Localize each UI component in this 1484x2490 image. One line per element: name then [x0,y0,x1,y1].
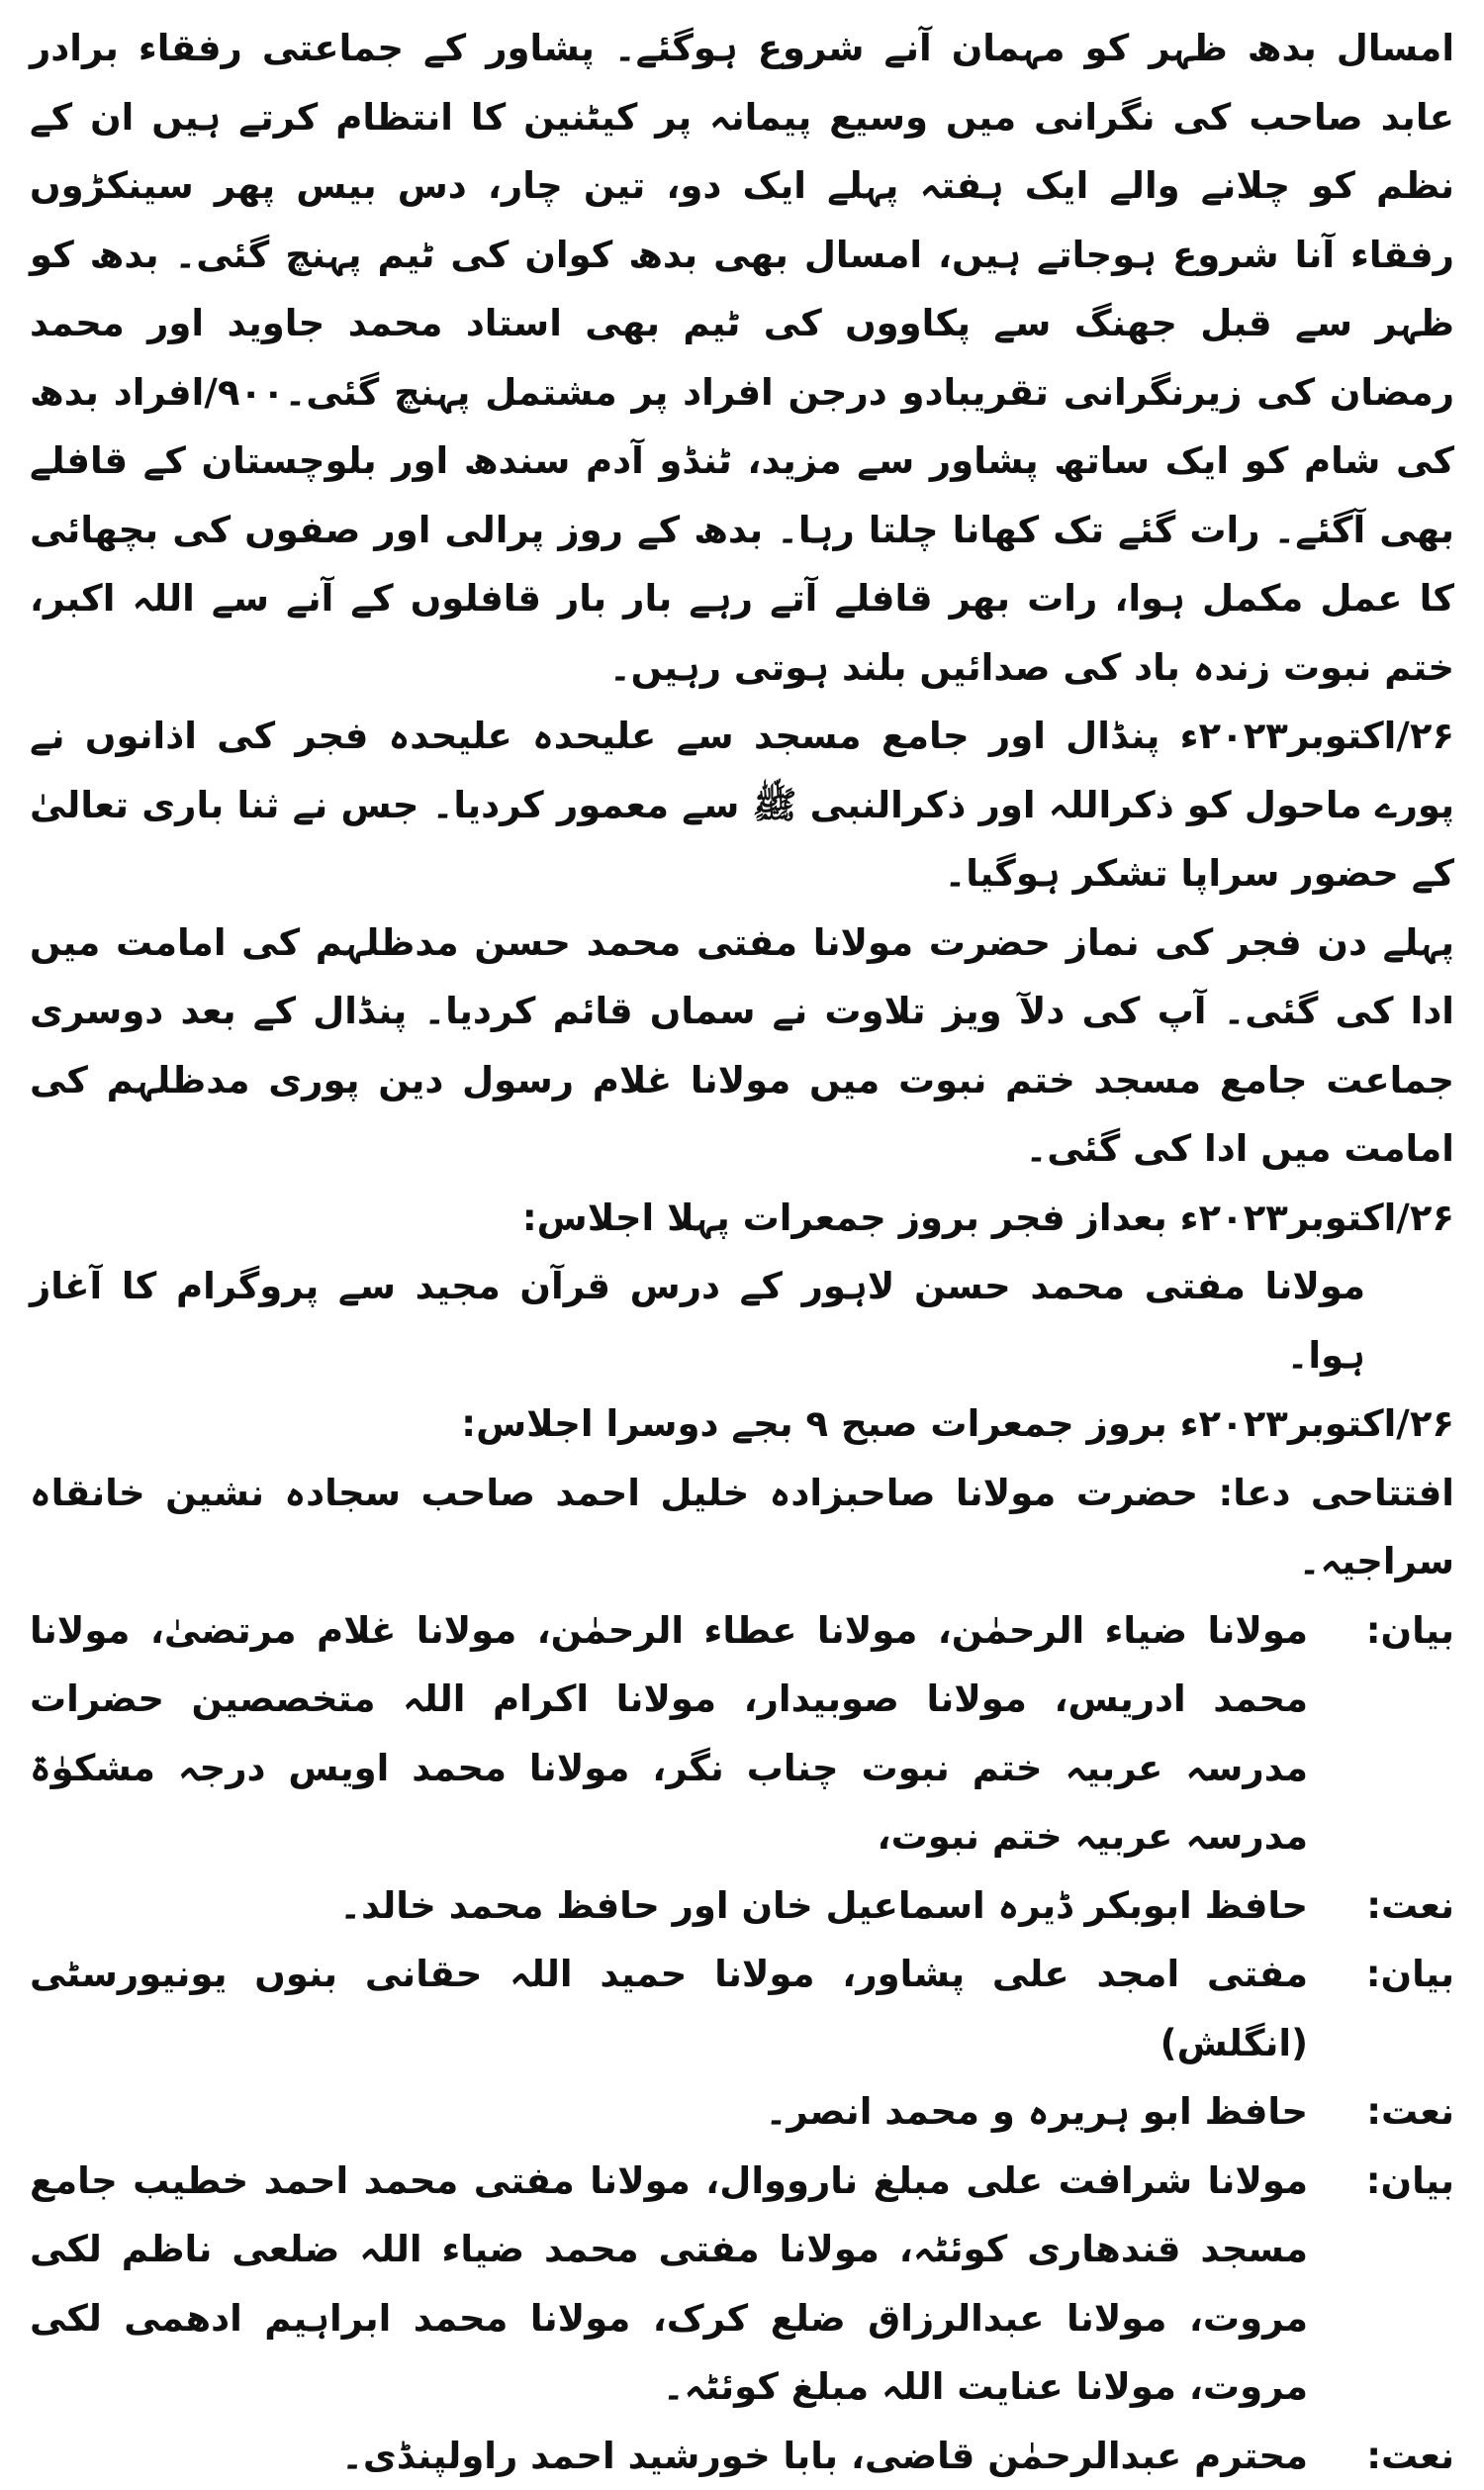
entry-text: حافظ ابو ہریرہ و محمد انصر۔ [30,2077,1308,2147]
session1-body: مولانا مفتی محمد حسن لاہور کے درس قرآن مجید سے پروگرام کا آغاز ہوا۔ [30,1252,1454,1389]
entry-row [30,2147,1454,2422]
intro-paragraph: امسال بدھ ظہر کو مہمان آنے شروع ہوگئے۔ پشاور کے جماعتی رفقاء برادر عابد صاحب کی نگرانی میں وسیع پیمانہ پر کیٹنین کا انتظام کرتے ہیں ان کے نظم کو چلانے والے ایک ہفتہ پہلے ایک دو، تین چار، دس بیس پھر سینکڑوں رفقاء آنا شروع ہوجاتے ہیں، امسال بھی بدھ کوان کی ٹیم پہنچ گئی۔ بدھ کو ظہر سے قبل جھنگ سے پکاووں کی ٹیم بھی استاد محمد جاوید اور محمد رمضان کی زیرنگرانی تقریبادو درجن افراد پر مشتمل پہنچ گئی۔۹۰۰/افراد بدھ کی شام کو ایک ساتھ پشاور سے مزید، ٹنڈو آدم سندھ اور بلوچستان کے قافلے بھی آگئے۔ رات گئے تک کھانا چلتا رہا۔ بدھ کے روز پرالی اور صفوں کی بچھائی کا عمل مکمل ہوا، رات بھر قافلے آتے رہے بار بار قافلوں کے آنے سے اللہ اکبر، ختم نبوت زندہ باد کی صدائیں بلند ہوتی رہیں۔ [30,14,1454,702]
session2-heading: ۲۶/اکتوبر۲۰۲۳ء بروز جمعرات صبح ۹ بجے دوسرا اجلاس: [30,1389,1454,1459]
entry-row [30,1596,1454,1871]
entry-label: بیان: [1308,1940,1454,2009]
entry-text: مفتی امجد علی پشاور، مولانا حمید اللہ حقانی بنوں یونیورسٹی (انگلش) [30,1940,1308,2077]
entry-label: بیان: [1308,2147,1454,2216]
entry-label: بیان: [1308,1596,1454,1666]
date-paragraph: ۲۶/اکتوبر۲۰۲۳ء پنڈال اور جامع مسجد سے علیحدہ علیحدہ فجر کی اذانوں نے پورے ماحول کو ذکراللہ اور ذکرالنبی ﷺ سے معمور کردیا۔ جس نے ثنا باری تعالیٰ کے حضور سراپا تشکر ہوگیا۔ [30,702,1454,909]
entry-text: مولانا ضیاء الرحمٰن، مولانا عطاء الرحمٰن، مولانا غلام مرتضیٰ، مولانا محمد ادریس، مولانا صوبیدار، مولانا اکرام اللہ متخصصین حضرات مدرسہ عربیہ ختم نبوت چناب نگر، مولانا محمد اویس درجہ مشکوٰۃ مدرسہ عربیہ ختم نبوت، [30,1596,1308,1871]
entry-text: محترم عبدالرحمٰن قاضی، بابا خورشید احمد راولپنڈی۔ [30,2422,1308,2490]
entry-label: نعت: [1308,2422,1454,2490]
entry-label: نعت: [1308,2077,1454,2147]
fajr-paragraph: پہلے دن فجر کی نماز حضرت مولانا مفتی محمد حسن مدظلہم کی امامت میں ادا کی گئی۔ آپ کی دلآ ویز تلاوت نے سماں قائم کردیا۔ پنڈال کے بعد دوسری جماعت جامع مسجد ختم نبوت میں مولانا غلام رسول دین پوری مدظلہم کی امامت میں ادا کی گئی۔ [30,909,1454,1184]
entry-row [30,2077,1454,2147]
opening-prayer: افتتاحی دعا: حضرت مولانا صاحبزادہ خلیل احمد صاحب سجادہ نشین خانقاہ سراجیہ۔ [30,1459,1454,1596]
entry-text: مولانا شرافت علی مبلغ نارووال، مولانا مفتی محمد احمد خطیب جامع مسجد قندھاری کوئٹہ، مولانا مفتی محمد ضیاء اللہ ضلعی ناظم لکی مروت، مولانا عبدالرزاق ضلع کرک، مولانا محمد ابراہیم ادھمی لکی مروت، مولانا عنایت اللہ مبلغ کوئٹہ۔ [30,2147,1308,2422]
session1-heading: ۲۶/اکتوبر۲۰۲۳ء بعداز فجر بروز جمعرات پہلا اجلاس: [30,1184,1454,1253]
entry-row [30,1871,1454,1941]
entry-row [30,2422,1454,2490]
entry-label: نعت: [1308,1871,1454,1941]
entry-row [30,1940,1454,2077]
entry-text: حافظ ابوبکر ڈیرہ اسماعیل خان اور حافظ محمد خالد۔ [30,1871,1308,1941]
